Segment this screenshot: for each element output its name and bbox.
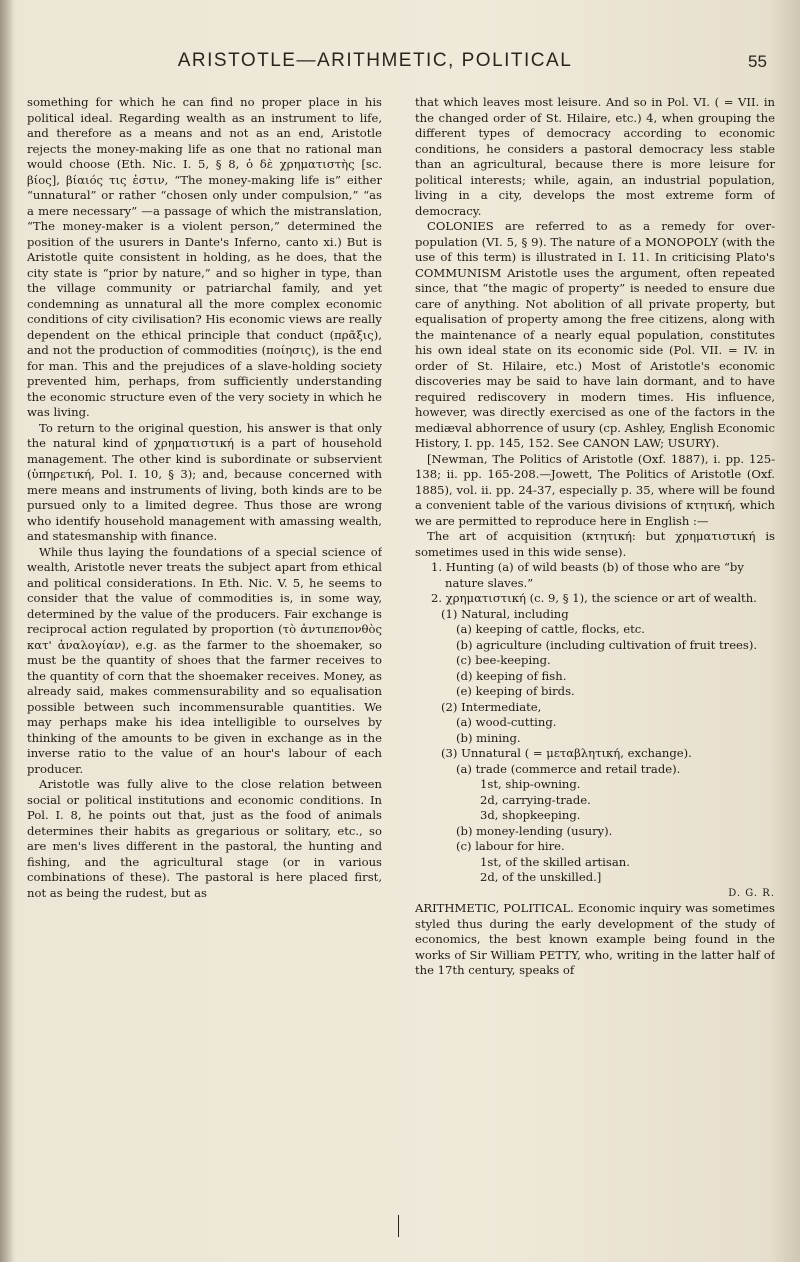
outline-item: (e) keeping of birds. (456, 684, 575, 698)
binding-shadow (0, 0, 14, 1262)
outline-item: (b) agriculture (including cultivation of fruit trees). (456, 637, 758, 652)
left-column (27, 95, 382, 1240)
page-header (0, 50, 800, 80)
outline-item: (a) keeping of cattle, flocks, etc. (456, 622, 645, 636)
outline-item: 2. χρηματιστική (c. 9, § 1), the science or art of wealth. (431, 591, 757, 605)
outline-item: (c) bee-keeping. (456, 653, 551, 667)
outline-item: 1. Hunting (a) of wild beasts (b) of those who are “by nature slaves.” (431, 560, 744, 590)
paragraph: COLONIES are referred to as a remedy for over-population (VI. 5, § 9). The nature of a MONOPOLY (with the use of this term) is illustrated in I. 11. In criticising Plato's COMMUNISM Aristotle uses the argument, often repeated since, that “the magic of property” is needed to ensure due care of anything. Not abolition of all private property, but equalisation of property among the free citizens, along with the maintenance of a nearly equal population, constitutes his own ideal state on its economic side (Pol. VII. = IV. in order of St. Hilaire, etc.) Most of Aristotle's economic discoveries may be said to have lain dormant, and to have required rediscovery in modern times. His influence, however, was directly exercised as one of the factors in the mediæval abhorrence of usury (cp. Ashley, English Economic History, I. pp. 145, 152. See CANON LAW; USURY). (415, 219, 775, 450)
outline-item: 3d, shopkeeping. (480, 808, 581, 822)
column-divider (398, 1215, 399, 1237)
paragraph: something for which he can find no proper place in his political ideal. Regarding wealth as an instrument to life, and therefore as a means and not as an end, Aristotle rejects the money-making life as one that no rational man would choose (Eth. Nic. I. 5, § 8, ὁ δὲ χρηματιστὴς [sc. βίος], βίαιός τις ἐστιν, “The money-making life is” either “unnatural” or rather “chosen only under compulsion,” “as a mere necessary” —a passage of which the mistranslation, “The money-maker is a violent person,” determined the position of the usurers in Dante's Inferno, canto xi.) But is Aristotle quite consistent in holding, as he does, that the city state is “prior by nature,” and so higher in type, than the village community or patriarchal family, and yet condemning as unnatural all the more complex economic conditions of city civilisation? His economic views are really dependent on the ethical principle that conduct (πρᾶξις), and not the production of commodities (ποίησις), is the end for man. This and the prejudices of a slave-holding society prevented him, perhaps, from sufficiently understanding the economic structure even of the very society in which he was living. (27, 95, 382, 419)
running-head: ARISTOTLE—ARITHMETIC, POLITICAL (177, 50, 573, 71)
outline-item: 1st, ship-owning. (480, 777, 581, 791)
outline-item: (c) labour for hire. (456, 839, 565, 853)
bibliography-paragraph: [Newman, The Politics of Aristotle (Oxf. 1887), i. pp. 125-138; ii. pp. 165-208.—Jowett, The Politics of Aristotle (Oxf. 1885), vol. ii. pp. 24-37, especially p. 35, where will be found a convenient table of the various divisions of κτητική, which we are permitted to reproduce here in English :— (415, 451, 775, 528)
outline-item: (b) mining. (456, 730, 521, 745)
outline-item: (b) money-lending (usury). (456, 823, 613, 838)
outline-item: (a) trade (commerce and retail trade). (456, 761, 681, 776)
outline-item: (3) Unnatural ( = μεταβλητική, exchange). (441, 746, 692, 760)
outline-item: (d) keeping of fish. (456, 668, 567, 683)
entry-paragraph: ARITHMETIC, POLITICAL. Economic inquiry was sometimes styled thus during the early development of the study of economics, the best known example being found in the works of Sir William PETTY, who, writing in the latter half of the 17th century, speaks of (415, 901, 775, 977)
paragraph: that which leaves most leisure. And so in Pol. VI. ( = VII. in the changed order of St. Hilaire, etc.) 4, when grouping the different types of democracy according to economic conditions, he considers a pastoral democracy less stable than an agricultural, because there is more leisure for political interests; while, again, an industrial population, living in a city, develops the most extreme form of democracy. (415, 95, 775, 218)
right-column (415, 95, 775, 1240)
paragraph: While thus laying the foundations of a special science of wealth, Aristotle never treats the subject apart from ethical and political considerations. In Eth. Nic. V. 5, he seems to consider that the value of commodities is, in some way, determined by the value of the producers. Fair exchange is reciprocal action regulated by proportion (τὸ ἀντιπεπονθὸς κατ' ἀναλογίαν), e.g. as the farmer to the shoemaker, so must be the quantity of shoes that the farmer receives to the quantity of corn that the shoemaker receives. Money, as already said, makes commensurability and so equalisation possible between such incommensurable quantities. We may perhaps make his idea intelligible to ourselves by thinking of the amounts to be given in exchange as in the inverse ratio to the value of an hour's labour of each producer. (27, 544, 382, 776)
outline-item: 2d, of the unskilled.] (480, 870, 602, 884)
author-signature: D. G. R. (728, 887, 775, 899)
paragraph: Aristotle was fully alive to the close relation between social or political institutions and economic conditions. In Pol. I. 8, he points out that, just as the food of animals determines their habits as gregarious or solitary, etc., so are men's lives different in the pastoral, the hunting and fishing, and the agricultural stage (or in various combinations of these). The pastoral is here placed first, not as being the rudest, but as (27, 777, 382, 900)
outline-item: 2d, carrying-trade. (480, 792, 591, 807)
paragraph: To return to the original question, his answer is that only the natural kind of χρηματιστική is a part of household management. The other kind is subordinate or subservient (ὑπηρετική, Pol. I. 10, § 3); and, because concerned with mere means and instruments of living, both kinds are to be pursued only to a limited degree. Thus those are wrong who identify household management with amassing wealth, and statesmanship with finance. (27, 420, 382, 543)
outline-item: (1) Natural, including (441, 606, 569, 621)
outline-item: (2) Intermediate, (441, 699, 542, 714)
outline-item: (a) wood-cutting. (456, 715, 557, 729)
page-number: 55 (748, 52, 767, 71)
acquisition-outline (415, 560, 775, 886)
outline-item: 1st, of the skilled artisan. (480, 854, 630, 869)
table-intro: The art of acquisition (κτητική: but χρηματιστική is sometimes used in this wide sense). (415, 529, 775, 559)
